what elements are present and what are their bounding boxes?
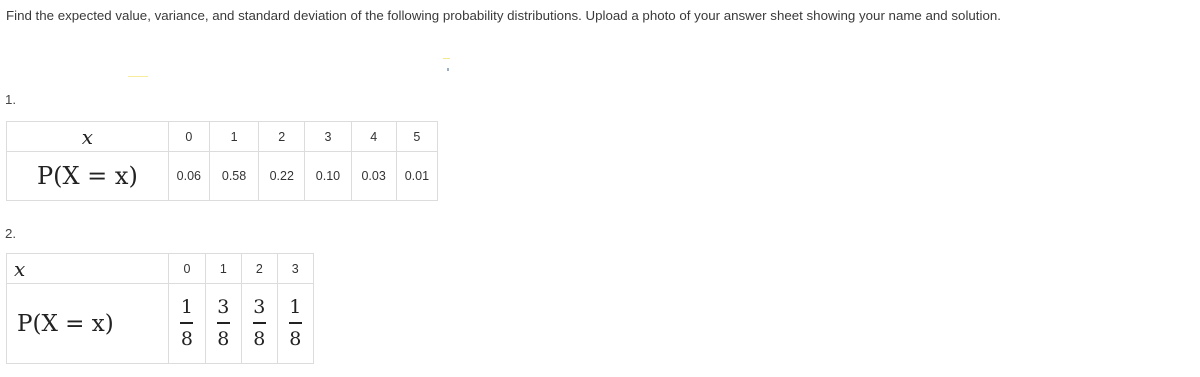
problem-1-table bbox=[6, 121, 438, 201]
problem-2-table bbox=[6, 253, 314, 364]
problem-2-x-row bbox=[7, 254, 314, 284]
highlight-mark bbox=[443, 58, 450, 59]
fraction-numerator: 1 bbox=[180, 296, 193, 319]
p-label: P(X = x) bbox=[36, 162, 138, 190]
problem-2-p-row bbox=[7, 284, 314, 364]
fraction-denominator: 8 bbox=[289, 327, 302, 350]
p-fraction bbox=[289, 298, 302, 349]
p-value-cell: 0.10 bbox=[305, 152, 351, 201]
p-fraction-cell bbox=[205, 284, 241, 364]
p-fraction bbox=[253, 298, 266, 349]
p-value-cell: 0.06 bbox=[168, 152, 209, 201]
x-label: x bbox=[81, 124, 94, 149]
x-value-cell: 0 bbox=[169, 254, 205, 284]
p-fraction-cell bbox=[242, 284, 277, 364]
p-label-cell bbox=[7, 152, 169, 201]
p-value-cell: 0.01 bbox=[396, 152, 437, 201]
x-value-cell: 0 bbox=[168, 122, 209, 152]
p-value-cell: 0.58 bbox=[209, 152, 258, 201]
p-fraction-cell bbox=[169, 284, 205, 364]
fraction-numerator: 3 bbox=[253, 296, 266, 319]
x-value-cell: 2 bbox=[242, 254, 277, 284]
fraction-bar bbox=[289, 322, 302, 324]
fraction-denominator: 8 bbox=[253, 327, 266, 350]
fraction-bar bbox=[253, 322, 266, 324]
x-value-cell: 3 bbox=[305, 122, 351, 152]
p-label: P(X = x) bbox=[17, 310, 114, 337]
p-fraction-cell bbox=[277, 284, 313, 364]
p-fraction bbox=[217, 298, 230, 349]
x-value-cell: 1 bbox=[209, 122, 258, 152]
problem-1-x-row bbox=[7, 122, 438, 152]
fraction-denominator: 8 bbox=[217, 327, 230, 350]
fraction-denominator: 8 bbox=[180, 327, 193, 350]
problem-1-p-row bbox=[7, 152, 438, 201]
p-value-cell: 0.22 bbox=[259, 152, 305, 201]
fraction-numerator: 3 bbox=[217, 296, 230, 319]
x-value-cell: 4 bbox=[351, 122, 396, 152]
fraction-bar bbox=[217, 322, 230, 324]
highlight-mark bbox=[128, 76, 148, 77]
p-fraction bbox=[180, 298, 193, 349]
problem-2-number: 2. bbox=[5, 226, 17, 241]
x-label-cell bbox=[7, 254, 169, 284]
fraction-bar bbox=[180, 322, 193, 324]
x-value-cell: 2 bbox=[259, 122, 305, 152]
x-value-cell: 1 bbox=[205, 254, 241, 284]
problem-1-number: 1. bbox=[5, 92, 17, 107]
instructions-text: Find the expected value, variance, and standard deviation of the following probability distributions. Upload a photo of your answer sheet showing your name and solution. bbox=[6, 8, 1001, 23]
fraction-numerator: 1 bbox=[289, 296, 302, 319]
p-value-cell: 0.03 bbox=[351, 152, 396, 201]
x-value-cell: 5 bbox=[396, 122, 437, 152]
x-label: x bbox=[14, 256, 26, 281]
highlight-mark bbox=[447, 68, 449, 71]
x-value-cell: 3 bbox=[277, 254, 313, 284]
x-label-cell bbox=[7, 122, 169, 152]
p-label-cell bbox=[7, 284, 169, 364]
